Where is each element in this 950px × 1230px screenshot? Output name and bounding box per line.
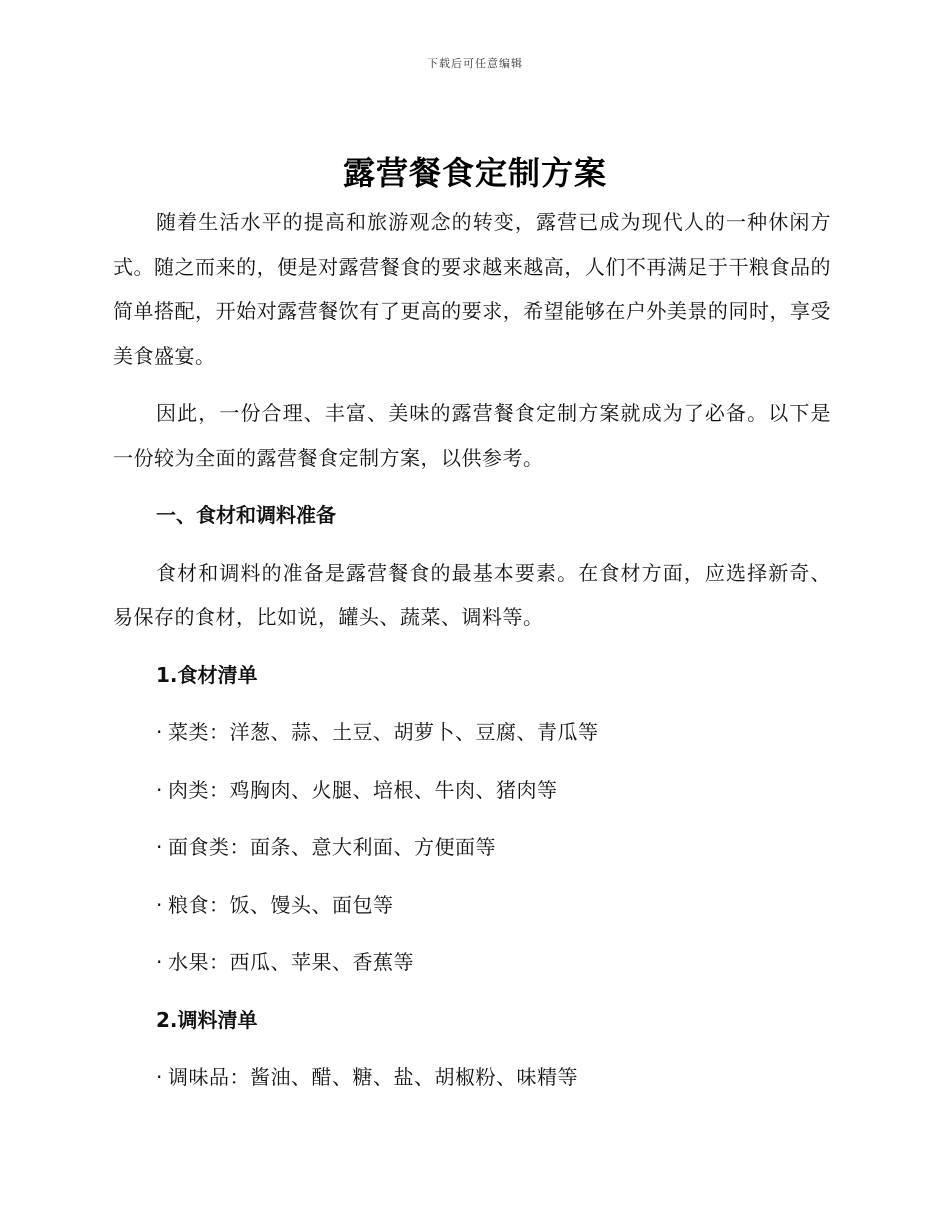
bullet-icon: · [156,777,163,802]
list-item-text: 水果：西瓜、苹果、香蕉等 [168,950,414,974]
intro-paragraph-1: 随着生活水平的提高和旅游观念的转变，露营已成为现代人的一种休闲方式。随之而来的，便是对露营餐食的要求越来越高，人们不再满足于干粮食品的简单搭配，开始对露营餐饮有了更高的要求，希望能够在户外美景的同时，享受美食盛宴。 [113,210,831,368]
bullet-icon: · [156,1065,163,1089]
bullet-icon: · [156,892,163,917]
list-item-text: 面食类：面条、意大利面、方便面等 [168,835,496,859]
bullet-icon: · [156,720,163,744]
document-title: 露营餐食定制方案 [342,154,607,192]
intro-paragraph-2: 因此，一份合理、丰富、美味的露营餐食定制方案就成为了必备。以下是一份较为全面的露营餐食定制方案，以供参考。 [113,401,831,470]
list-item [156,883,831,928]
bullet-icon: · [156,950,163,974]
section-heading: 一、食材和调料准备 [156,503,336,527]
list-item [156,768,831,813]
seasoning-list-heading: 2.调料清单 [156,1007,258,1032]
header-note: 下载后可任意编辑 [427,57,523,70]
list-item-text: 肉类：鸡胸肉、火腿、培根、牛肉、猪肉等 [168,777,558,802]
section-paragraph: 食材和调料的准备是露营餐食的最基本要素。在食材方面，应选择新奇、易保存的食材，比如说，罐头、蔬菜、调料等。 [113,560,831,629]
bullet-icon: · [156,835,163,859]
list-item-text: 菜类：洋葱、蒜、土豆、胡萝卜、豆腐、青瓜等 [168,720,599,744]
document-body [113,200,831,1100]
list-item-text: 粮食：饭、馒头、面包等 [168,892,394,917]
food-list-heading: 1.食材清单 [156,662,258,687]
list-item [156,1055,831,1100]
list-item [156,710,831,755]
list-item-text: 调味品：酱油、醋、糖、盐、胡椒粉、味精等 [168,1065,578,1089]
list-item [156,940,831,985]
list-item [156,825,831,870]
